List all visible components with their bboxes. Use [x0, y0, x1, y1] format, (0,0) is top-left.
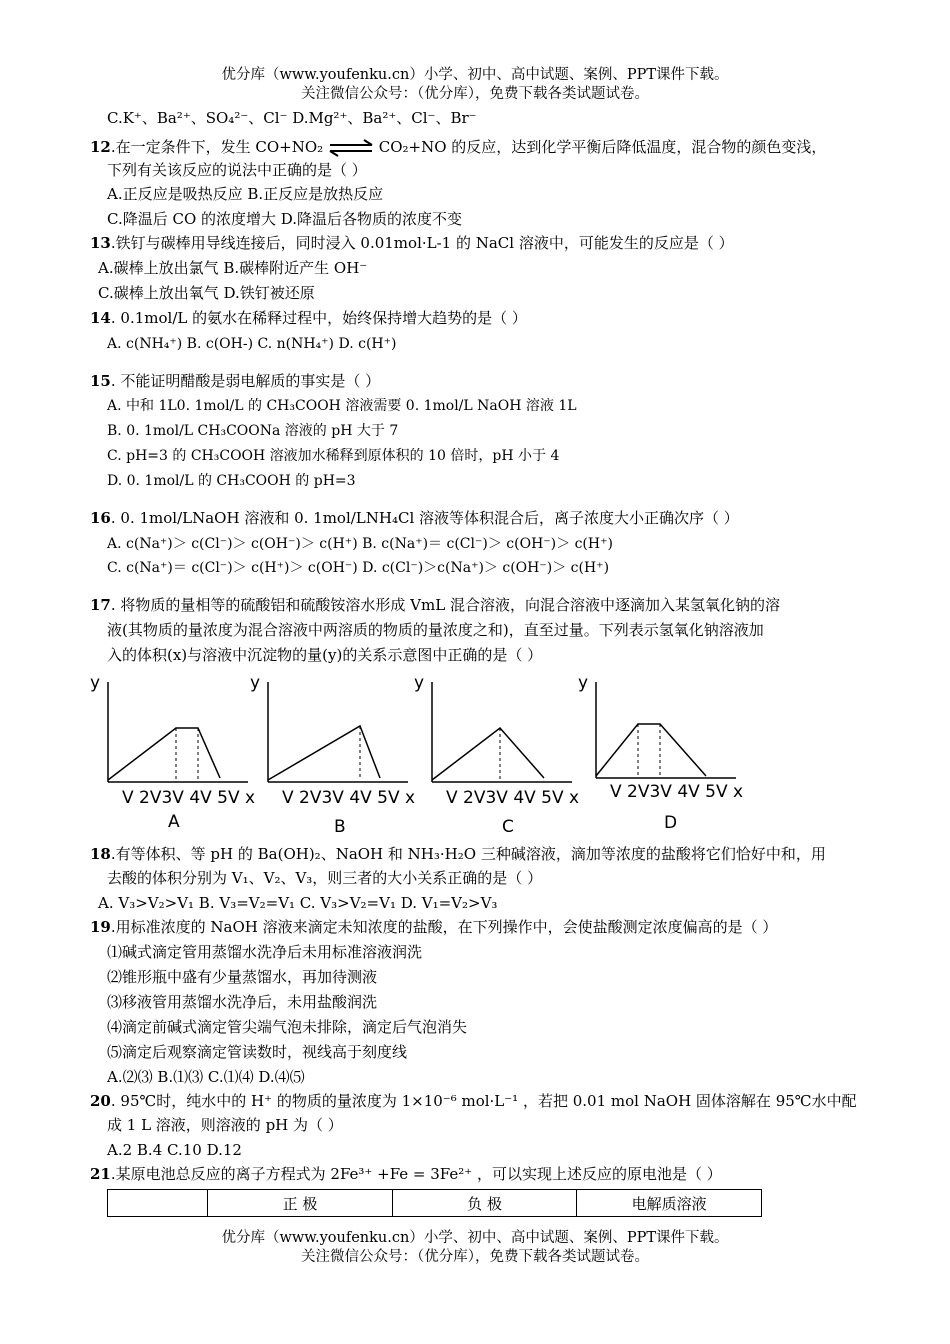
- graph-c-y-label: y: [414, 673, 425, 693]
- graph-b-x-axis-labels: V 2V3V 4V 5V x: [282, 788, 416, 808]
- q17-stem-cont1: 液(其物质的量浓度为混合溶液中两溶质的物质的量浓度之和)，直至过量。下列表示氢氧化钠溶液加: [107, 621, 764, 639]
- q20-stem: 20. 95℃时，纯水中的 H⁺ 的物质的量浓度为 1×10⁻⁶ mol·L⁻¹ ，若把 0.01 mol NaOH 固体溶解在 95℃水中配: [90, 1092, 857, 1110]
- q12-stem: 12.在一定条件下，发生 CO+NO₂ CO₂+NO 的反应，达到化学平衡后降低温度，混合物的颜色变浅，: [90, 138, 827, 156]
- graph-b-y-label: y: [250, 673, 261, 693]
- q17-stem: 17. 将物质的量相等的硫酸铝和硫酸铵溶水形成 VmL 混合溶液，向混合溶液中逐滴加入某氢氧化钠的溶: [90, 596, 780, 614]
- page-header: [0, 66, 950, 104]
- q19-options: A.⑵⑶ B.⑴⑶ C.⑴⑷ D.⑷⑸: [107, 1068, 305, 1086]
- q18-stem: 18.有等体积、等 pH 的 Ba(OH)₂、NaOH 和 NH₃·H₂O 三种碱溶液，滴加等浓度的盐酸将它们恰好中和，用: [90, 845, 826, 863]
- q15-option-b: B. 0. 1mol/L CH₃COONa 溶液的 pH 大于 7: [107, 423, 399, 439]
- q18-stem-cont: 去酸的体积分别为 V₁、V₂、V₃，则三者的大小关系正确的是（ ）: [107, 869, 543, 887]
- q13-options-ab: A.碳棒上放出氯气 B.碳棒附近产生 OH⁻: [98, 259, 368, 277]
- header-line-1: 优分库（www.youfenku.cn）小学、初中、高中试题、案例、PPT课件下载。: [221, 67, 729, 83]
- q20-stem-cont: 成 1 L 溶液，则溶液的 pH 为（ ）: [107, 1116, 343, 1134]
- q18-options: A. V₃>V₂>V₁ B. V₃=V₂=V₁ C. V₃>V₂=V₁ D. V₁=V₂>V₃: [98, 894, 498, 912]
- graph-c: [412, 670, 582, 840]
- table-header-blank: [108, 1190, 208, 1217]
- page-footer: [0, 1229, 950, 1267]
- table-header-positive: 正 极: [208, 1190, 393, 1217]
- q15-option-a: A. 中和 1L0. 1mol/L 的 CH₃COOH 溶液需要 0. 1mol/L NaOH 溶液 1L: [107, 398, 577, 414]
- q12-options-ab: A.正反应是吸热反应 B.正反应是放热反应: [107, 185, 384, 203]
- graph-b-caption: B: [334, 817, 346, 837]
- graph-a-x-axis-labels: V 2V3V 4V 5V x: [122, 788, 256, 808]
- header-line-2: 关注微信公众号：（优分库），免费下载各类试题试卷。: [301, 86, 649, 102]
- q21-stem: 21.某原电池总反应的离子方程式为 2Fe³⁺ +Fe = 3Fe²⁺ ，可以实现上述反应的原电池是（ ）: [90, 1165, 722, 1183]
- q21-table: [107, 1189, 762, 1217]
- footer-line-2: 关注微信公众号：（优分库），免费下载各类试题试卷。: [301, 1249, 649, 1265]
- graph-c-curve: [432, 728, 544, 780]
- graph-a-curve: [108, 728, 220, 780]
- q19-item-2: ⑵锥形瓶中盛有少量蒸馏水，再加待测液: [107, 968, 378, 986]
- q19-item-4: ⑷滴定前碱式滴定管尖端气泡未排除，滴定后气泡消失: [107, 1018, 468, 1036]
- graph-a: [88, 670, 261, 840]
- q19-item-5: ⑸滴定后观察滴定管读数时，视线高于刻度线: [107, 1043, 408, 1061]
- q19-item-1: ⑴碱式滴定管用蒸馏水洗净后未用标准溶液润洗: [107, 943, 423, 961]
- graph-b-curve: [268, 726, 380, 780]
- q16-stem: 16. 0. 1mol/LNaOH 溶液和 0. 1mol/LNH₄Cl 溶液等体积混合后，离子浓度大小正确次序（ ）: [90, 509, 739, 527]
- graph-a-caption: A: [168, 812, 180, 832]
- graph-b: [248, 670, 418, 840]
- q15-option-c: C. pH=3 的 CH₃COOH 溶液加水稀释到原体积的 10 倍时，pH 小于 4: [107, 448, 560, 464]
- table-header-negative: 负 极: [392, 1190, 577, 1217]
- q19-item-3: ⑶移液管用蒸馏水洗净后，未用盐酸润洗: [107, 993, 378, 1011]
- graph-d-y-label: y: [578, 673, 589, 693]
- q14-stem: 14. 0.1mol/L 的氨水在稀释过程中，始终保持增大趋势的是（ ）: [90, 309, 527, 327]
- graph-a-y-label: y: [90, 673, 101, 693]
- q14-options: A. c(NH₄⁺) B. c(OH-) C. n(NH₄⁺) D. c(H⁺): [107, 336, 397, 352]
- graph-d-caption: D: [664, 813, 678, 833]
- q12-number: 12: [90, 138, 111, 156]
- q20-options: A.2 B.4 C.10 D.12: [107, 1141, 242, 1159]
- graph-d: [576, 670, 746, 840]
- q15-option-d: D. 0. 1mol/L 的 CH₃COOH 的 pH=3: [107, 473, 356, 489]
- footer-line-1: 优分库（www.youfenku.cn）小学、初中、高中试题、案例、PPT课件下载。: [221, 1230, 729, 1246]
- q11-options-cd: C.K⁺、Ba²⁺、SO₄²⁻、Cl⁻ D.Mg²⁺、Ba²⁺、Cl⁻、Br⁻: [107, 109, 477, 127]
- q16-options-cd: C. c(Na⁺)＝ c(Cl⁻)＞ c(H⁺)＞ c(OH⁻) D. c(Cl⁻)＞c(Na⁺)＞ c(OH⁻)＞ c(H⁺): [107, 560, 610, 576]
- q19-stem: 19.用标准浓度的 NaOH 溶液来滴定未知浓度的盐酸，在下列操作中，会使盐酸测定浓度偏高的是（ ）: [90, 918, 778, 936]
- graph-c-caption: C: [502, 817, 514, 837]
- q13-stem: 13.铁钉与碳棒用导线连接后，同时浸入 0.01mol·L-1 的 NaCl 溶液中，可能发生的反应是（ ）: [90, 234, 734, 252]
- graph-d-x-axis-labels: V 2V3V 4V 5V x: [610, 782, 744, 802]
- equilibrium-arrow-icon: [328, 138, 374, 158]
- graph-c-x-axis-labels: V 2V3V 4V 5V x: [446, 788, 580, 808]
- q15-stem: 15. 不能证明醋酸是弱电解质的事实是（ ）: [90, 372, 381, 390]
- table-row: [108, 1190, 762, 1217]
- table-header-electrolyte: 电解质溶液: [577, 1190, 762, 1217]
- q12-options-cd: C.降温后 CO 的浓度增大 D.降温后各物质的浓度不变: [107, 210, 463, 228]
- q17-stem-cont2: 入的体积(x)与溶液中沉淀物的量(y)的关系示意图中正确的是（ ）: [107, 646, 543, 664]
- q12-stem-cont: 下列有关该反应的说法中正确的是（ ）: [107, 161, 367, 179]
- graph-d-curve: [596, 724, 706, 776]
- q16-options-ab: A. c(Na⁺)＞ c(Cl⁻)＞ c(OH⁻)＞ c(H⁺) B. c(Na⁺)＝ c(Cl⁻)＞ c(OH⁻)＞ c(H⁺): [107, 536, 613, 552]
- q13-options-cd: C.碳棒上放出氧气 D.铁钉被还原: [98, 284, 315, 302]
